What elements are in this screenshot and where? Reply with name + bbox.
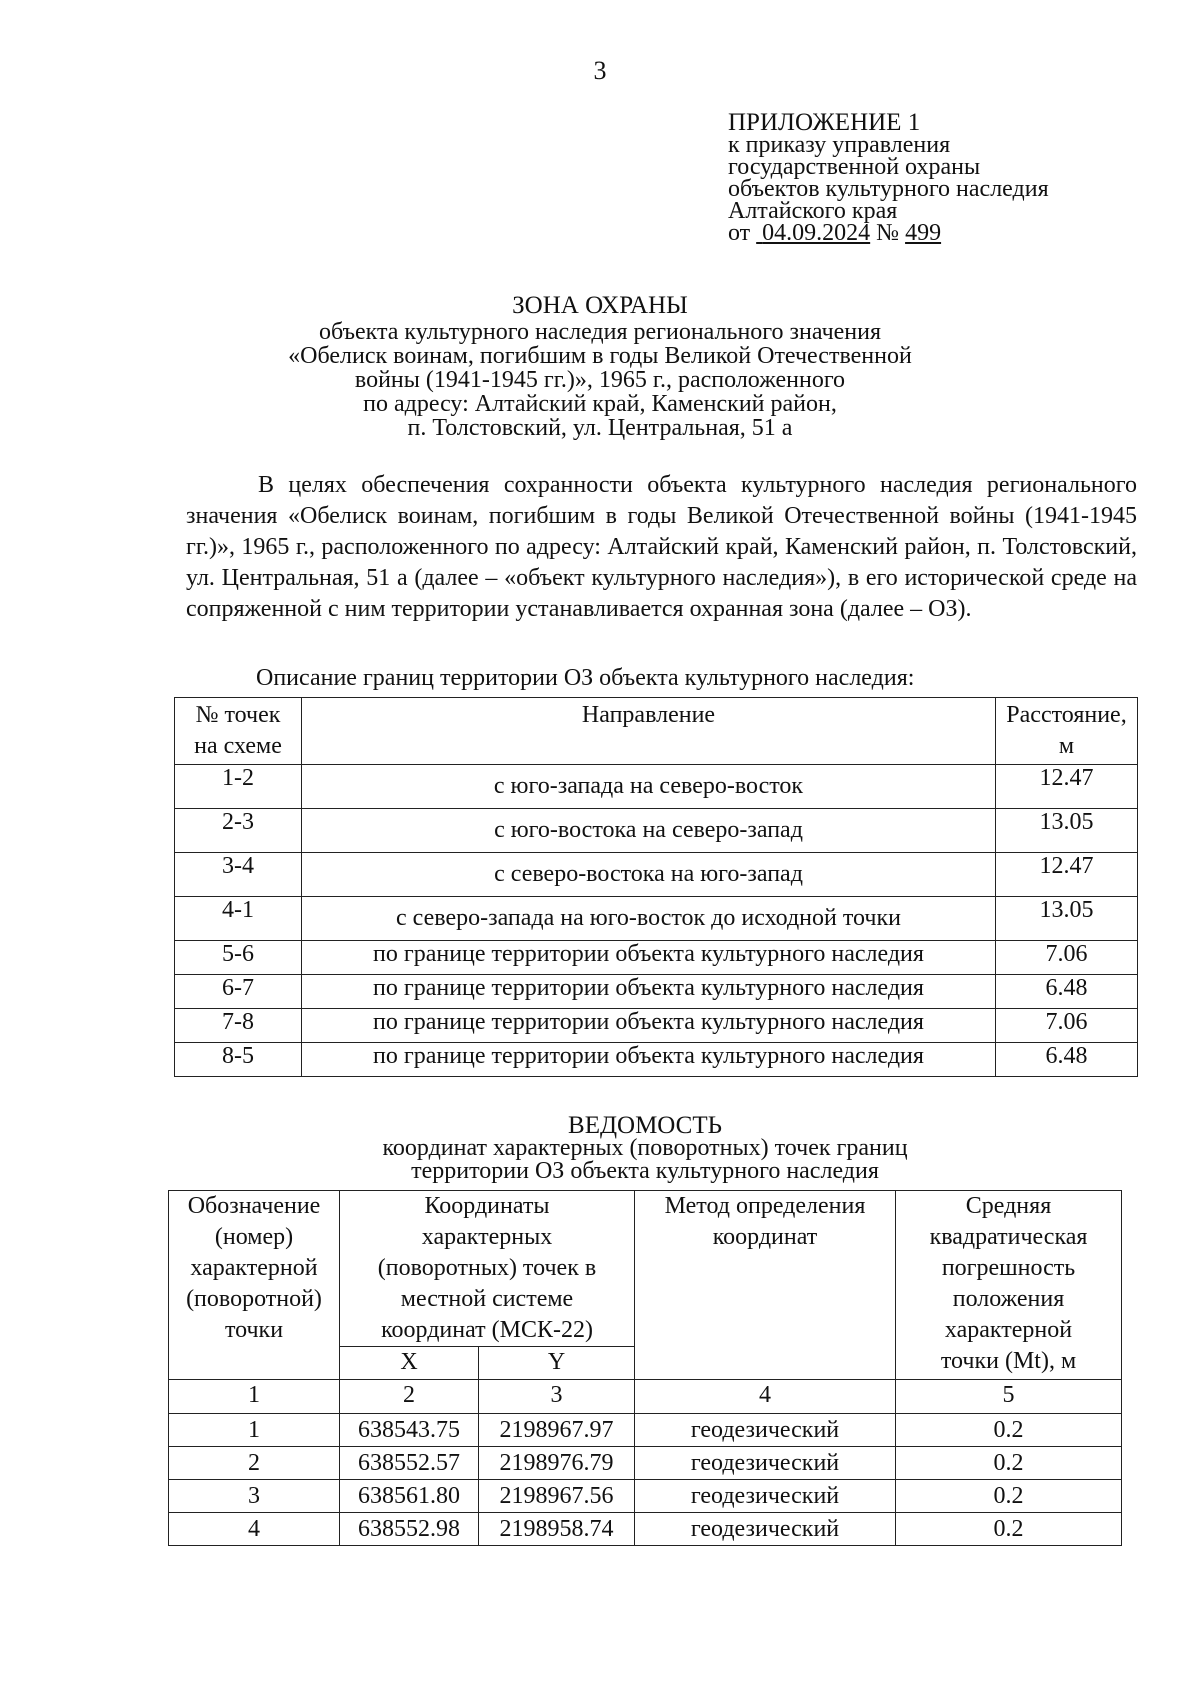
number-sign: № <box>876 220 900 246</box>
intro-text: В целях обеспечения сохранности объекта культурного наследия регионального значения «Обелиск воинам, погибшим в годы Великой Отечественной войны (1941-1945 гг.)», 1965 г., расположенного по адресу: Алтайский край, Каменский район, п. Толстовский, ул. Центральная, 51 а (далее – «объект культурного наследия»), в его исторической среде на сопряженной с ним территории устанавливается охранная зона (далее – ОЗ). <box>186 472 1137 622</box>
cell-point: 4 <box>169 1513 340 1546</box>
cell-points: 1-2 <box>175 765 302 809</box>
vedomost-heading <box>0 1114 1200 1183</box>
header-coordinates: Координаты характерных (поворотных) точек в местной системе координат (МСК-22) <box>340 1191 635 1347</box>
zone-line: по адресу: Алтайский край, Каменский район, <box>363 391 837 417</box>
table-row <box>169 1513 1122 1546</box>
header-error: Средняя квадратическая погрешность положения характерной точки (Mt), м <box>896 1191 1122 1380</box>
appendix-line: объектов культурного наследия <box>728 176 1049 202</box>
order-date: 04.09.2024 <box>762 220 871 246</box>
cell-method: геодезический <box>635 1447 896 1480</box>
cell-distance: 6.48 <box>996 975 1138 1009</box>
cell-point: 3 <box>169 1480 340 1513</box>
table-row <box>175 853 1138 897</box>
column-number: 3 <box>479 1380 635 1414</box>
header-distance: Расстояние, м <box>996 698 1138 765</box>
cell-x: 638552.98 <box>340 1513 479 1546</box>
table-row <box>175 897 1138 941</box>
table-header-row <box>175 698 1138 765</box>
header-direction: Направление <box>302 698 996 765</box>
cell-points: 6-7 <box>175 975 302 1009</box>
cell-point: 1 <box>169 1414 340 1447</box>
cell-direction: по границе территории объекта культурного наследия <box>302 975 996 1009</box>
cell-direction: по границе территории объекта культурного наследия <box>302 1009 996 1043</box>
table-header-row <box>169 1191 1122 1347</box>
boundary-caption: Описание границ территории ОЗ объекта культурного наследия: <box>256 665 915 691</box>
table-row <box>175 809 1138 853</box>
cell-distance: 13.05 <box>996 809 1138 853</box>
zone-title: ЗОНА ОХРАНЫ <box>512 292 688 319</box>
appendix-block <box>728 109 1049 246</box>
cell-distance: 13.05 <box>996 897 1138 941</box>
boundary-table <box>174 697 1138 1077</box>
cell-method: геодезический <box>635 1480 896 1513</box>
zone-heading <box>0 294 1200 440</box>
cell-x: 638543.75 <box>340 1414 479 1447</box>
page-number: 3 <box>593 56 607 85</box>
intro-paragraph <box>186 470 1137 625</box>
header-method: Метод определения координат <box>635 1191 896 1380</box>
cell-direction: с юго-востока на северо-запад <box>302 809 996 853</box>
table-row <box>175 975 1138 1009</box>
cell-direction: по границе территории объекта культурного наследия <box>302 1043 996 1077</box>
column-number: 4 <box>635 1380 896 1414</box>
cell-y: 2198958.74 <box>479 1513 635 1546</box>
zone-line: объекта культурного наследия регионального значения <box>318 319 882 345</box>
vedomost-title: ВЕДОМОСТЬ <box>568 1112 722 1139</box>
cell-points: 3-4 <box>175 853 302 897</box>
cell-error: 0.2 <box>896 1447 1122 1480</box>
cell-error: 0.2 <box>896 1480 1122 1513</box>
column-number: 5 <box>896 1380 1122 1414</box>
table-row <box>175 765 1138 809</box>
appendix-line: к приказу управления <box>728 132 951 158</box>
column-number: 1 <box>169 1380 340 1414</box>
header-x: X <box>340 1347 479 1380</box>
cell-direction: с северо-запада на юго-восток до исходной точки <box>302 897 996 941</box>
cell-direction: с юго-запада на северо-восток <box>302 765 996 809</box>
cell-method: геодезический <box>635 1414 896 1447</box>
table-row <box>169 1414 1122 1447</box>
zone-line: «Обелиск воинам, погибшим в годы Великой Отечественной <box>288 343 912 369</box>
column-numbers-row <box>169 1380 1122 1414</box>
zone-line: п. Толстовский, ул. Центральная, 51 а <box>407 415 793 441</box>
appendix-date-line <box>728 222 1049 244</box>
column-number: 2 <box>340 1380 479 1414</box>
cell-x: 638561.80 <box>340 1480 479 1513</box>
table-row <box>175 1043 1138 1077</box>
order-number: 499 <box>905 220 942 246</box>
zone-line: войны (1941-1945 гг.)», 1965 г., расположенного <box>354 367 846 393</box>
cell-y: 2198967.56 <box>479 1480 635 1513</box>
cell-error: 0.2 <box>896 1513 1122 1546</box>
cell-distance: 12.47 <box>996 853 1138 897</box>
cell-points: 2-3 <box>175 809 302 853</box>
table-row <box>169 1480 1122 1513</box>
cell-points: 7-8 <box>175 1009 302 1043</box>
appendix-title: ПРИЛОЖЕНИЕ 1 <box>728 109 921 136</box>
cell-points: 4-1 <box>175 897 302 941</box>
header-points: № точек на схеме <box>175 698 302 765</box>
cell-distance: 7.06 <box>996 941 1138 975</box>
header-y: Y <box>479 1347 635 1380</box>
cell-method: геодезический <box>635 1513 896 1546</box>
cell-distance: 6.48 <box>996 1043 1138 1077</box>
table-row <box>175 941 1138 975</box>
cell-y: 2198967.97 <box>479 1414 635 1447</box>
cell-y: 2198976.79 <box>479 1447 635 1480</box>
cell-x: 638552.57 <box>340 1447 479 1480</box>
coordinates-table <box>168 1190 1122 1546</box>
cell-direction: с северо-востока на юго-запад <box>302 853 996 897</box>
cell-points: 5-6 <box>175 941 302 975</box>
cell-points: 8-5 <box>175 1043 302 1077</box>
cell-error: 0.2 <box>896 1414 1122 1447</box>
cell-distance: 7.06 <box>996 1009 1138 1043</box>
header-designation: Обозначение (номер) характерной (поворотной) точки <box>169 1191 340 1380</box>
vedomost-line: территории ОЗ объекта культурного наследия <box>411 1158 879 1184</box>
appendix-line: Алтайского края <box>728 198 898 224</box>
vedomost-line: координат характерных (поворотных) точек границ <box>382 1135 908 1161</box>
cell-distance: 12.47 <box>996 765 1138 809</box>
cell-direction: по границе территории объекта культурного наследия <box>302 941 996 975</box>
date-prefix: от <box>728 220 751 246</box>
table-row <box>175 1009 1138 1043</box>
cell-point: 2 <box>169 1447 340 1480</box>
table-row <box>169 1447 1122 1480</box>
appendix-line: государственной охраны <box>728 154 981 180</box>
